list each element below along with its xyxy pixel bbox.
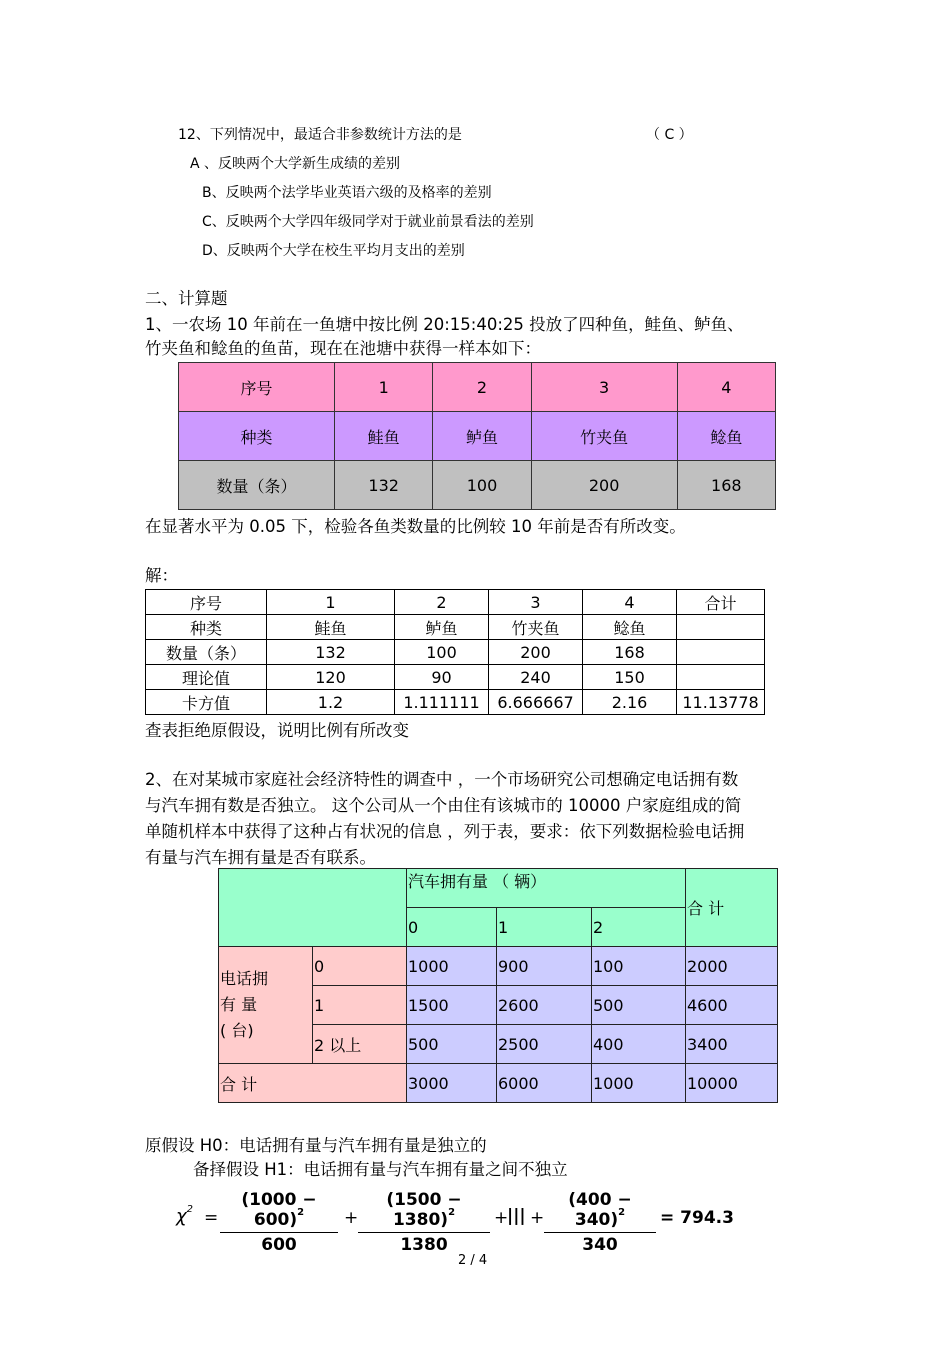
chi-exponent: 2	[186, 1204, 194, 1215]
table-cell: 鲶鱼	[583, 615, 677, 640]
table-cell: 鲑鱼	[335, 412, 433, 461]
table-cell: 6000	[497, 1064, 592, 1103]
fraction-term-2	[358, 1190, 490, 1255]
equals-sign: =	[204, 1208, 219, 1228]
table-cell: 500	[592, 986, 686, 1025]
table-row	[179, 461, 776, 510]
table-cell: 2.16	[583, 690, 677, 715]
table-cell: 240	[489, 665, 583, 690]
table-cell: 竹夹鱼	[531, 412, 677, 461]
table-cell: 种类	[179, 412, 335, 461]
table-cell: 鲈鱼	[395, 615, 489, 640]
table-cell: 竹夹鱼	[489, 615, 583, 640]
alt-hypothesis: 备择假设 H1：电话拥有量与汽车拥有量之间不独立	[193, 1160, 568, 1179]
table-row	[146, 665, 765, 690]
table-cell	[677, 615, 765, 640]
ellipsis-bars: |||	[507, 1206, 526, 1226]
plus-sign: +	[494, 1208, 509, 1228]
car-level: 0	[407, 908, 497, 947]
phone-level: 1	[313, 986, 407, 1025]
table-cell: 200	[531, 461, 677, 510]
table-row	[179, 412, 776, 461]
table-cell: 卡方值	[146, 690, 267, 715]
chi-symbol	[176, 1206, 193, 1227]
table-row	[179, 363, 776, 412]
numerator: (1500 − 1380)	[386, 1190, 462, 1230]
table-cell: 400	[592, 1025, 686, 1064]
denominator: 340	[582, 1235, 618, 1255]
exponent: 2	[448, 1207, 456, 1218]
table-cell: 90	[395, 665, 489, 690]
car-header: 汽车拥有量 （ 辆）	[407, 869, 686, 908]
q12-stem: 12、下列情况中，最适合非参数统计方法的是	[178, 127, 462, 143]
table-cell: 1.111111	[395, 690, 489, 715]
phone-header-line: 有 量	[220, 995, 258, 1014]
plus-sign: +	[344, 1208, 359, 1228]
fraction-term-1	[220, 1190, 338, 1255]
table-cell: 数量（条）	[179, 461, 335, 510]
table-cell: 120	[267, 665, 395, 690]
contingency-table	[218, 868, 778, 1103]
table-cell: 4	[677, 363, 775, 412]
phone-level: 0	[313, 947, 407, 986]
table-cell: 1000	[592, 1064, 686, 1103]
table-cell: 3000	[407, 1064, 497, 1103]
table-cell: 132	[335, 461, 433, 510]
fraction-bar	[358, 1232, 490, 1233]
fraction-bar	[220, 1232, 338, 1233]
table-cell: 鲑鱼	[267, 615, 395, 640]
plus-sign: +	[530, 1208, 545, 1228]
table-cell: 4	[583, 590, 677, 615]
table-cell: 900	[497, 947, 592, 986]
problem1-conclusion: 查表拒绝原假设，说明比例有所改变	[145, 721, 409, 740]
table-cell: 200	[489, 640, 583, 665]
table-row	[146, 640, 765, 665]
table-cell: 100	[433, 461, 531, 510]
table-cell: 2000	[686, 947, 778, 986]
phone-level: 2 以上	[313, 1025, 407, 1064]
denominator: 1380	[400, 1235, 448, 1255]
problem1-line2: 竹夹鱼和鲶鱼的鱼苗，现在在池塘中获得一样本如下：	[145, 339, 541, 358]
problem2-line3: 单随机样本中获得了这种占有状况的信息 ，列于表，要求：依下列数据检验电话拥	[145, 822, 745, 841]
table-cell: 序号	[146, 590, 267, 615]
table-cell: 1000	[407, 947, 497, 986]
solution-label: 解：	[145, 566, 178, 585]
fraction-term-3	[544, 1190, 656, 1255]
q12-answer: （ C ）	[646, 127, 693, 143]
table-cell: 168	[677, 461, 775, 510]
table-cell	[677, 640, 765, 665]
table-cell: 鲶鱼	[677, 412, 775, 461]
solution-table	[145, 589, 765, 715]
table-cell: 合计	[677, 590, 765, 615]
total-header: 合 计	[686, 869, 778, 947]
table-cell: 种类	[146, 615, 267, 640]
null-hypothesis: 原假设 H0：电话拥有量与汽车拥有量是独立的	[145, 1136, 487, 1155]
table-cell: 1500	[407, 986, 497, 1025]
table-cell: 3400	[686, 1025, 778, 1064]
phone-header-line: 电话拥	[220, 969, 269, 988]
denominator: 600	[261, 1235, 297, 1255]
table-cell: 3	[489, 590, 583, 615]
total-row-label: 合 计	[219, 1064, 407, 1103]
phone-header-line: ( 台)	[220, 1021, 254, 1040]
problem2-line4: 有量与汽车拥有量是否有联系。	[145, 848, 376, 867]
numerator: (1000 − 600)	[241, 1190, 317, 1230]
section-title: 二、计算题	[145, 289, 228, 308]
problem2-line2: 与汽车拥有数是否独立。 这个公司从一个由住有该城市的 10000 户家庭组成的简	[145, 796, 742, 815]
car-level: 2	[592, 908, 686, 947]
chi-letter: χ	[176, 1206, 187, 1227]
phone-header	[219, 947, 313, 1064]
table-cell: 10000	[686, 1064, 778, 1103]
q12-option-c: C、反映两个大学四年级同学对于就业前景看法的差别	[202, 214, 534, 230]
table-cell: 168	[583, 640, 677, 665]
table-cell: 3	[531, 363, 677, 412]
q12-option-d: D、反映两个大学在校生平均月支出的差别	[202, 243, 465, 259]
fish-sample-table	[178, 362, 776, 510]
table-row	[219, 947, 778, 986]
table-cell: 1	[335, 363, 433, 412]
numerator: (400 − 340)	[568, 1190, 632, 1230]
exponent: 2	[618, 1207, 626, 1218]
table-cell: 1	[267, 590, 395, 615]
formula-result: = 794.3	[660, 1208, 734, 1228]
problem1-question: 在显著水平为 0.05 下，检验各鱼类数量的比例较 10 年前是否有所改变。	[145, 517, 686, 536]
q12-option-b: B、反映两个法学毕业英语六级的及格率的差别	[202, 185, 492, 201]
table-cell: 150	[583, 665, 677, 690]
page-number: 2 / 4	[458, 1253, 488, 1268]
table-row	[146, 590, 765, 615]
table-cell: 500	[407, 1025, 497, 1064]
table-cell: 4600	[686, 986, 778, 1025]
table-cell: 2	[395, 590, 489, 615]
table-cell: 132	[267, 640, 395, 665]
table-row	[219, 1064, 778, 1103]
table-cell	[219, 869, 407, 947]
table-cell: 2	[433, 363, 531, 412]
fraction-bar	[544, 1232, 656, 1233]
table-cell: 1.2	[267, 690, 395, 715]
table-cell: 数量（条）	[146, 640, 267, 665]
table-cell: 100	[395, 640, 489, 665]
table-cell: 2600	[497, 986, 592, 1025]
table-cell: 2500	[497, 1025, 592, 1064]
table-cell: 序号	[179, 363, 335, 412]
table-row	[146, 615, 765, 640]
table-cell	[677, 665, 765, 690]
table-cell: 理论值	[146, 665, 267, 690]
table-row	[146, 690, 765, 715]
q12-option-a: A 、反映两个大学新生成绩的差别	[190, 156, 401, 172]
table-cell: 鲈鱼	[433, 412, 531, 461]
exponent: 2	[297, 1207, 305, 1218]
problem2-line1: 2、在对某城市家庭社会经济特性的调查中 ，一个市场研究公司想确定电话拥有数	[145, 770, 739, 789]
table-cell: 11.13778	[677, 690, 765, 715]
table-cell: 100	[592, 947, 686, 986]
car-level: 1	[497, 908, 592, 947]
problem1-line1: 1、一农场 10 年前在一鱼塘中按比例 20:15:40:25 投放了四种鱼，鲑鱼、鲈鱼、	[145, 315, 744, 334]
table-cell: 6.666667	[489, 690, 583, 715]
table-row	[219, 869, 778, 908]
